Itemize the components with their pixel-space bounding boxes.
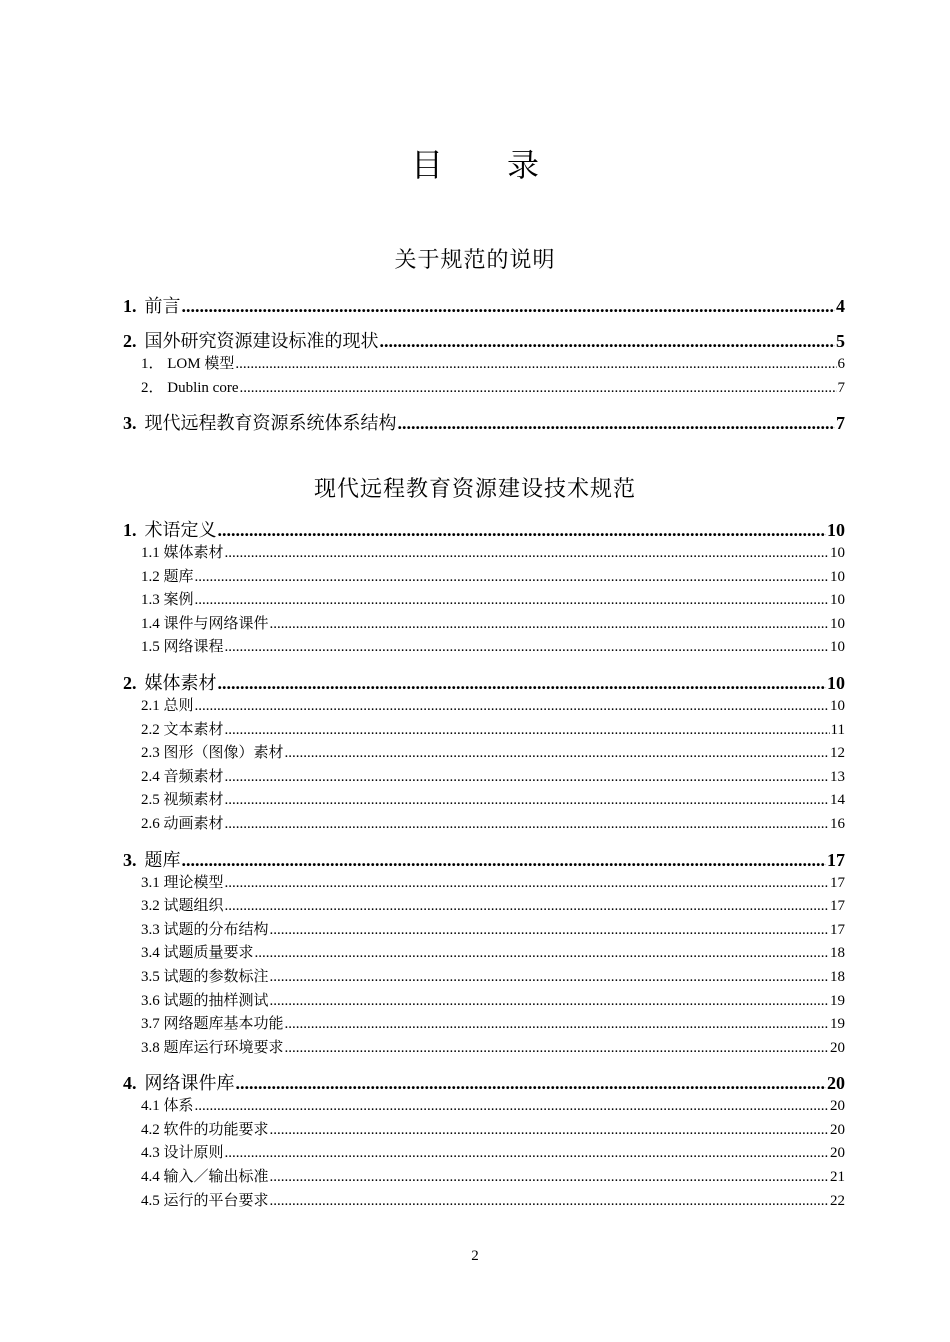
toc-entry-label [141, 872, 224, 896]
toc-leader-dots [240, 377, 837, 401]
toc-entry-number: 2． [141, 379, 164, 396]
toc-chapter-entry[interactable] [123, 518, 845, 542]
toc-entry-label [141, 742, 284, 766]
toc-subsection-entry[interactable] [123, 789, 845, 813]
toc-leader-dots [235, 353, 836, 377]
toc-section-2 [123, 518, 845, 1213]
toc-entry-label [141, 613, 269, 637]
toc-leader-dots [270, 613, 829, 637]
toc-leader-dots [218, 671, 827, 695]
toc-subsection-entry[interactable] [123, 613, 845, 637]
toc-chapter-entry[interactable] [123, 294, 845, 318]
toc-leader-dots [225, 813, 829, 837]
toc-chapter-entry[interactable] [123, 671, 845, 695]
toc-entry-title: 媒体素材 [144, 672, 217, 693]
toc-entry-title: 题库运行环境要求 [163, 1039, 284, 1056]
toc-subsection-entry[interactable] [123, 1037, 845, 1061]
toc-entry-title: 网络课件库 [144, 1073, 235, 1094]
toc-leader-dots [225, 872, 829, 896]
toc-leader-dots [225, 895, 829, 919]
toc-entry-title: 音频素材 [163, 768, 224, 785]
toc-chapter-entry[interactable] [123, 329, 845, 353]
toc-page-number: 19 [830, 1016, 845, 1033]
toc-entry-number: 3.5 [141, 968, 160, 985]
toc-section-1 [123, 294, 845, 435]
toc-page-number: 12 [830, 745, 845, 762]
toc-leader-dots [255, 942, 829, 966]
toc-page-number: 17 [830, 921, 845, 938]
toc-entry-number: 4.1 [141, 1098, 160, 1115]
toc-leader-dots [225, 542, 829, 566]
toc-subsection-entry[interactable] [123, 636, 845, 660]
toc-entry-number: 3. [123, 413, 137, 434]
toc-entry-title: 题库 [144, 849, 181, 870]
toc-entry-number: 1.5 [141, 639, 160, 656]
toc-entry-title: LOM 模型 [167, 356, 235, 372]
toc-page-number: 10 [830, 615, 845, 632]
toc-page-number: 20 [830, 1039, 845, 1056]
toc-entry-title: 前言 [144, 296, 181, 316]
toc-leader-dots [195, 695, 829, 719]
toc-entry-label [141, 1166, 269, 1190]
toc-leader-dots [225, 766, 829, 790]
toc-page-number: 20 [830, 1098, 845, 1115]
toc-entry-number: 1. [123, 296, 137, 316]
toc-gap [123, 318, 845, 329]
toc-leader-dots [182, 294, 836, 318]
toc-page-number: 17 [830, 898, 845, 915]
toc-page-number: 20 [830, 1145, 845, 1162]
toc-entry-number: 3.7 [141, 1016, 160, 1033]
toc-leader-dots [270, 966, 829, 990]
toc-entry-label [123, 1071, 235, 1095]
toc-entry-number: 2.2 [141, 721, 160, 738]
toc-entry-number: 3.1 [141, 874, 160, 891]
toc-subsection-entry[interactable] [123, 1142, 845, 1166]
toc-leader-dots [270, 990, 829, 1014]
toc-gap [123, 1060, 845, 1071]
toc-leader-dots [270, 919, 829, 943]
toc-subsection-entry[interactable] [123, 589, 845, 613]
toc-entry-title: 动画素材 [163, 815, 224, 832]
toc-page-number: 10 [830, 639, 845, 656]
toc-entry-label [123, 848, 181, 872]
toc-page-number: 4 [836, 296, 845, 316]
toc-leader-dots [225, 719, 830, 743]
toc-page-number: 20 [827, 1073, 845, 1094]
toc-subsection-entry[interactable] [123, 1095, 845, 1119]
toc-entry-number: 4.3 [141, 1145, 160, 1162]
toc-entry-label [123, 329, 379, 353]
toc-leader-dots [380, 329, 836, 353]
toc-page-number: 17 [827, 849, 845, 870]
toc-entry-title: 试题组织 [163, 898, 224, 915]
page-title: 目 录 [410, 147, 567, 183]
toc-entry-label [141, 377, 239, 401]
toc-page-number: 11 [830, 721, 845, 738]
toc-entry-title: 总则 [163, 697, 194, 714]
toc-page-number: 20 [830, 1121, 845, 1138]
toc-entry-title: 设计原则 [163, 1145, 224, 1162]
toc-entry-title: 视频素材 [163, 792, 224, 809]
toc-subsection-entry[interactable] [123, 966, 845, 990]
toc-chapter-entry[interactable] [123, 411, 845, 435]
toc-subsection-entry[interactable] [123, 872, 845, 896]
toc-subsection-entry[interactable] [123, 542, 845, 566]
toc-page-number: 6 [837, 356, 845, 372]
toc-entry-label [141, 966, 269, 990]
toc-leader-dots [285, 742, 829, 766]
toc-page-number: 10 [830, 592, 845, 609]
toc-entry-label [123, 294, 181, 318]
toc-entry-title: 试题的参数标注 [163, 968, 269, 985]
toc-page-number: 19 [830, 992, 845, 1009]
toc-entry-title: 媒体素材 [163, 545, 224, 561]
toc-entry-label [141, 942, 254, 966]
toc-leader-dots [225, 636, 829, 660]
toc-entry-title: 试题质量要求 [163, 945, 254, 962]
toc-entry-number: 2. [123, 672, 137, 693]
toc-entry-number: 1． [141, 356, 164, 372]
toc-entry-number: 3.4 [141, 945, 160, 962]
toc-page-number: 16 [830, 815, 845, 832]
toc-entry-label [123, 411, 397, 435]
toc-entry-number: 2.4 [141, 768, 160, 785]
toc-entry-title: 文本素材 [163, 721, 224, 738]
toc-leader-dots [225, 789, 829, 813]
toc-gap [123, 400, 845, 411]
toc-entry-label [141, 589, 194, 613]
toc-entry-label [141, 1190, 269, 1214]
toc-leader-dots [182, 848, 827, 872]
toc-entry-label [141, 789, 224, 813]
toc-leader-dots [285, 1037, 829, 1061]
toc-entry-number: 3.6 [141, 992, 160, 1009]
toc-page-number: 7 [836, 413, 845, 434]
toc-entry-title: 试题的分布结构 [163, 921, 269, 938]
toc-subsection-entry[interactable] [123, 990, 845, 1014]
toc-chapter-entry[interactable] [123, 1071, 845, 1095]
toc-page-number: 10 [830, 545, 845, 561]
toc-subsection-entry[interactable] [123, 353, 845, 377]
toc-subsection-entry[interactable] [123, 766, 845, 790]
toc-subsection-entry[interactable] [123, 813, 845, 837]
toc-leader-dots [236, 1071, 827, 1095]
toc-page-number: 10 [830, 568, 845, 585]
toc-entry-number: 2. [123, 331, 137, 351]
toc-page-number: 5 [836, 331, 845, 351]
toc-page-number: 10 [827, 520, 845, 540]
toc-page-number: 22 [830, 1192, 845, 1209]
toc-leader-dots [270, 1166, 829, 1190]
toc-leader-dots [218, 518, 827, 542]
toc-entry-title: 图形（图像）素材 [163, 745, 284, 762]
toc-chapter-entry[interactable] [123, 848, 845, 872]
toc-entry-number: 2.5 [141, 792, 160, 809]
toc-subsection-entry[interactable] [123, 919, 845, 943]
toc-subsection-entry[interactable] [123, 1190, 845, 1214]
toc-entry-number: 2.1 [141, 697, 160, 714]
toc-entry-label [141, 990, 269, 1014]
toc-entry-label [141, 1013, 284, 1037]
toc-entry-title: 术语定义 [144, 520, 217, 540]
section-heading-1: 关于规范的说明 [394, 248, 556, 273]
toc-entry-number: 2.6 [141, 815, 160, 832]
toc-entry-label [141, 1095, 194, 1119]
toc-entry-number: 3.3 [141, 921, 160, 938]
toc-entry-title: 理论模型 [163, 874, 224, 891]
toc-subsection-entry[interactable] [123, 377, 845, 401]
toc-entry-label [141, 1037, 284, 1061]
toc-entry-label [141, 353, 234, 377]
toc-entry-title: 网络题库基本功能 [163, 1016, 284, 1033]
toc-entry-number: 4.2 [141, 1121, 160, 1138]
toc-entry-number: 4.5 [141, 1192, 160, 1209]
toc-entry-label [141, 813, 224, 837]
toc-entry-number: 1.1 [141, 545, 160, 561]
toc-entry-label [123, 671, 217, 695]
toc-leader-dots [195, 589, 829, 613]
toc-entry-label [141, 1142, 224, 1166]
toc-entry-title: 运行的平台要求 [163, 1192, 269, 1209]
toc-entry-label [141, 636, 224, 660]
toc-leader-dots [285, 1013, 829, 1037]
toc-subsection-entry[interactable] [123, 1166, 845, 1190]
toc-entry-title: 体系 [163, 1098, 194, 1115]
section-heading-2: 现代远程教育资源建设技术规范 [313, 477, 636, 502]
toc-entry-label [141, 542, 224, 566]
toc-subsection-entry[interactable] [123, 1119, 845, 1143]
toc-entry-number: 3. [123, 849, 137, 870]
toc-page-number: 18 [830, 945, 845, 962]
toc-entry-title: Dublin core [167, 379, 239, 396]
toc-subsection-entry[interactable] [123, 719, 845, 743]
toc-subsection-entry[interactable] [123, 742, 845, 766]
toc-page-number: 17 [830, 874, 845, 891]
toc-entry-label [141, 1119, 269, 1143]
toc-entry-number: 1.2 [141, 568, 160, 585]
toc-page-number: 21 [830, 1169, 845, 1186]
toc-entry-number: 2.3 [141, 745, 160, 762]
toc-entry-title: 输入／输出标准 [163, 1169, 269, 1186]
toc-gap [123, 837, 845, 848]
toc-entry-title: 国外研究资源建设标准的现状 [144, 331, 379, 351]
toc-leader-dots [195, 566, 829, 590]
toc-gap [123, 660, 845, 671]
toc-entry-number: 1. [123, 520, 137, 540]
toc-entry-number: 1.3 [141, 592, 160, 609]
toc-subsection-entry[interactable] [123, 566, 845, 590]
toc-entry-label [141, 719, 224, 743]
toc-entry-number: 4.4 [141, 1169, 160, 1186]
toc-entry-label [141, 919, 269, 943]
toc-subsection-entry[interactable] [123, 695, 845, 719]
toc-entry-title: 题库 [163, 568, 194, 585]
toc-subsection-entry[interactable] [123, 942, 845, 966]
toc-entry-title: 课件与网络课件 [163, 615, 269, 632]
toc-leader-dots [270, 1119, 829, 1143]
toc-entry-title: 软件的功能要求 [163, 1121, 269, 1138]
toc-page-number: 10 [827, 672, 845, 693]
toc-leader-dots [225, 1142, 829, 1166]
toc-page-number: 7 [837, 379, 845, 396]
page-number: 2 [471, 1248, 479, 1264]
toc-entry-title: 案例 [163, 592, 194, 609]
toc-page-number: 13 [830, 768, 845, 785]
toc-entry-label [141, 895, 224, 919]
toc-entry-title: 试题的抽样测试 [163, 992, 269, 1009]
toc-entry-label [123, 518, 217, 542]
toc-leader-dots [270, 1190, 829, 1214]
toc-entry-number: 3.2 [141, 898, 160, 915]
toc-subsection-entry[interactable] [123, 1013, 845, 1037]
toc-entry-label [141, 695, 194, 719]
toc-page-number: 18 [830, 968, 845, 985]
toc-leader-dots [195, 1095, 829, 1119]
toc-entry-title: 网络课程 [163, 639, 224, 656]
toc-entry-number: 1.4 [141, 615, 160, 632]
toc-entry-label [141, 566, 194, 590]
toc-entry-title: 现代远程教育资源系统体系结构 [144, 413, 397, 434]
toc-leader-dots [398, 411, 836, 435]
toc-page-number: 14 [830, 792, 845, 809]
toc-page-number: 10 [830, 697, 845, 714]
toc-entry-number: 3.8 [141, 1039, 160, 1056]
toc-entry-number: 4. [123, 1073, 137, 1094]
toc-subsection-entry[interactable] [123, 895, 845, 919]
toc-entry-label [141, 766, 224, 790]
